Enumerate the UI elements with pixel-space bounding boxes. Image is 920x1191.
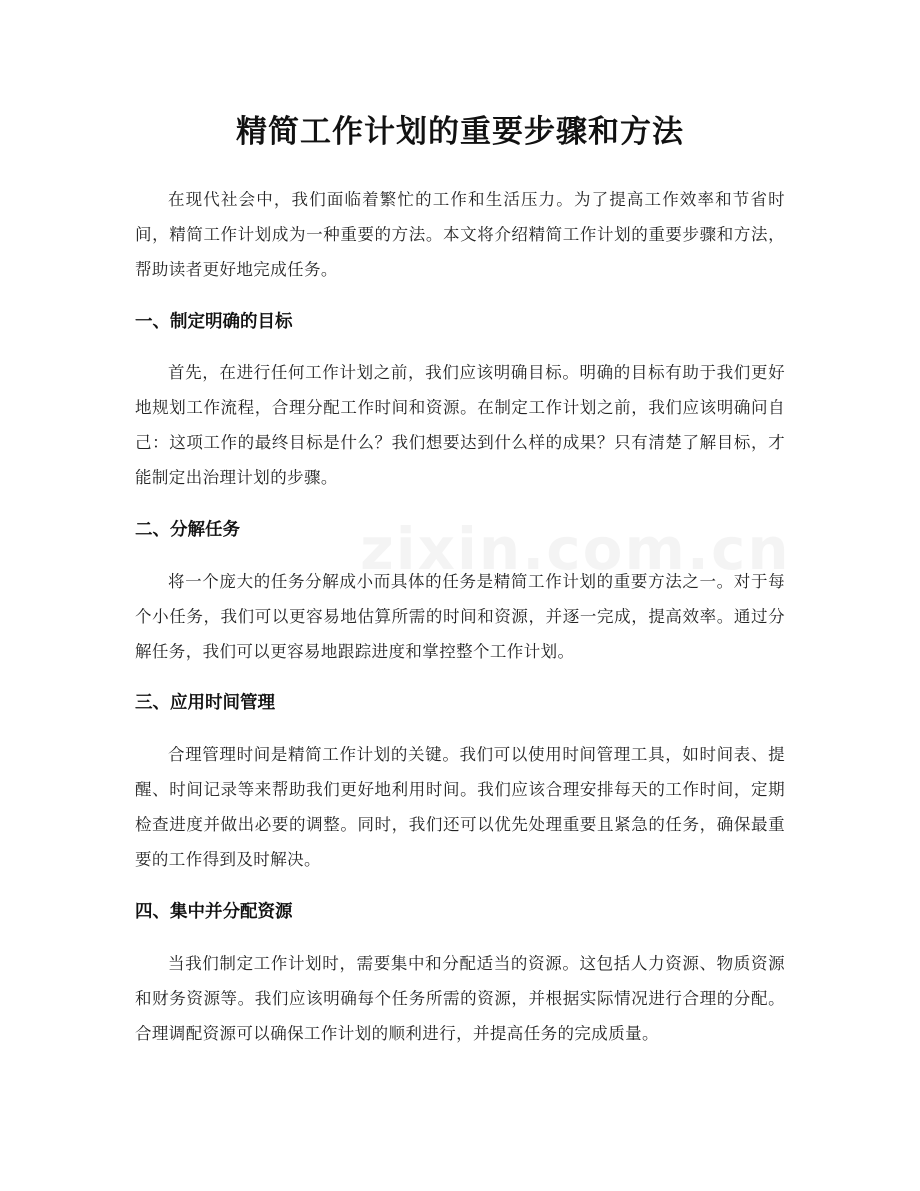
- section-4-paragraph: 当我们制定工作计划时，需要集中和分配适当的资源。这包括人力资源、物质资源和财务资源等。我们应该明确每个任务所需的资源，并根据实际情况进行合理的分配。合理调配资源可以确保工作计划的顺利进行，并提高任务的完成质量。: [135, 954, 785, 1043]
- section-3-paragraph: 合理管理时间是精简工作计划的关键。我们可以使用时间管理工具，如时间表、提醒、时间记录等来帮助我们更好地利用时间。我们应该合理安排每天的工作时间，定期检查进度并做出必要的调整。同时，我们还可以优先处理重要且紧急的任务，确保最重要的工作得到及时解决。: [135, 745, 785, 869]
- section-4-heading: 四、集中并分配资源: [135, 902, 293, 922]
- section-2-heading: 二、分解任务: [135, 520, 240, 540]
- page-title: 精简工作计划的重要步骤和方法: [236, 114, 684, 150]
- section-2-paragraph: 将一个庞大的任务分解成小而具体的任务是精简工作计划的重要方法之一。对于每个小任务，我们可以更容易地估算所需的时间和资源，并逐一完成，提高效率。通过分解任务，我们可以更容易地跟踪进度和掌控整个工作计划。: [135, 572, 785, 661]
- section-1-paragraph: 首先，在进行任何工作计划之前，我们应该明确目标。明确的目标有助于我们更好地规划工作流程，合理分配工作时间和资源。在制定工作计划之前，我们应该明确问自己：这项工作的最终目标是什么？我们想要达到什么样的成果？只有清楚了解目标，才能制定出治理计划的步骤。: [135, 363, 785, 487]
- section-1-heading: 一、制定明确的目标: [135, 312, 293, 332]
- intro-paragraph: 在现代社会中，我们面临着繁忙的工作和生活压力。为了提高工作效率和节省时间，精简工作计划成为一种重要的方法。本文将介绍精简工作计划的重要步骤和方法，帮助读者更好地完成任务。: [135, 190, 785, 279]
- section-3-heading: 三、应用时间管理: [135, 693, 275, 713]
